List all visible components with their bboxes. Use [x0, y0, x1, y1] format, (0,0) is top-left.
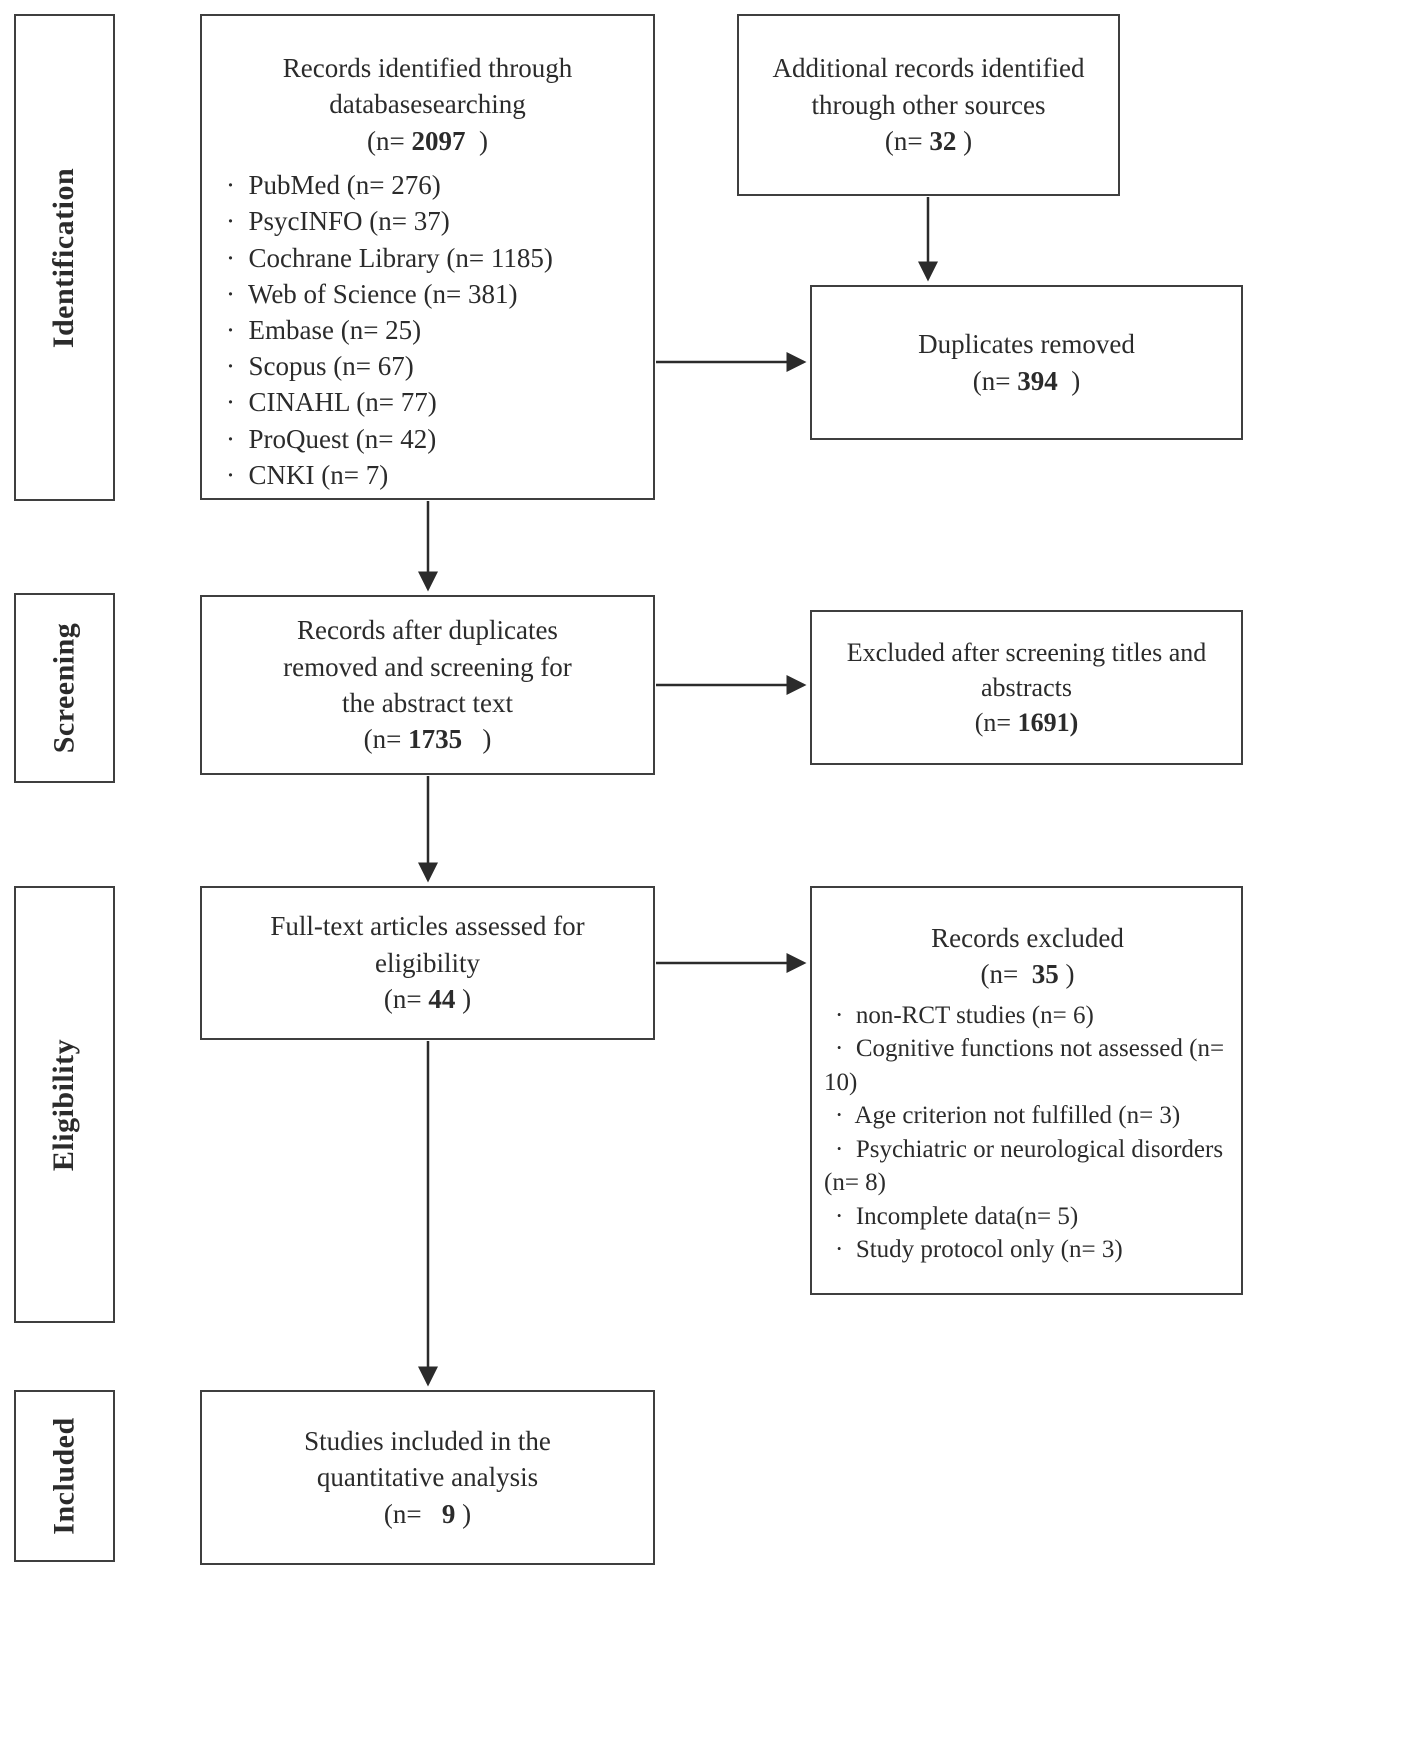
list-item: · Cochrane Library (n= 1185) [226, 242, 553, 273]
exclusion-reason-list [824, 999, 1231, 1267]
count-value: 9 [441, 1498, 456, 1529]
stage-label-text: Eligibility [47, 1038, 81, 1171]
count-line [975, 705, 1079, 740]
count-prefix: (n= [383, 984, 429, 1015]
records-identified-box [200, 14, 655, 500]
title-line: removed and screening for [283, 651, 572, 682]
title-line: databasesearching [329, 89, 526, 120]
records-excluded-box [810, 886, 1243, 1295]
list-item: · Incomplete data(n= 5) [835, 1202, 1079, 1230]
stage-label-screening [14, 593, 115, 783]
title-line: Records after duplicates [297, 615, 558, 646]
title-line: the abstract text [342, 688, 513, 718]
title-line: Studies included in the [304, 1425, 551, 1456]
count-value: 35 [1031, 959, 1059, 990]
title-line: through other sources [811, 89, 1046, 120]
list-item: · PubMed (n= 276) [226, 170, 441, 201]
count-line [384, 981, 471, 1017]
list-item: · Psychiatric or neurological disorders (n= 8) [824, 1135, 1230, 1197]
list-item: · CINAHL (n= 77) [226, 387, 437, 418]
count-suffix: ) [455, 1498, 472, 1529]
count-value: 1735 [408, 724, 463, 755]
count-suffix: ) [1058, 959, 1075, 990]
count-line [364, 721, 492, 757]
title-line: eligibility [375, 947, 480, 978]
list-item: · CNKI (n= 7) [226, 459, 389, 490]
count-value: 1691) [1017, 708, 1079, 738]
count-prefix: (n= [884, 126, 930, 157]
stage-label-eligibility [14, 886, 115, 1323]
count-line [218, 123, 637, 159]
title-line: Records identified through [282, 53, 573, 83]
count-line [824, 956, 1231, 992]
count-prefix: (n= [974, 708, 1018, 738]
title-line: Excluded after screening titles and [846, 637, 1207, 667]
count-value: 2097 [411, 125, 466, 156]
count-suffix: ) [1057, 365, 1081, 396]
list-item: · Age criterion not fulfilled (n= 3) [835, 1102, 1181, 1130]
stage-label-text: Screening [47, 622, 81, 754]
list-item: · Study protocol only (n= 3) [835, 1236, 1123, 1264]
additional-records-box [737, 14, 1120, 196]
count-suffix: ) [455, 984, 472, 1015]
title-line: Duplicates removed [918, 329, 1135, 360]
title-line: Full-text articles assessed for [270, 911, 585, 942]
list-item: · non-RCT studies (n= 6) [835, 1001, 1094, 1029]
list-item: · Cognitive functions not assessed (n= 10) [824, 1035, 1231, 1096]
title-line: Records excluded [931, 923, 1124, 953]
count-prefix: (n= [363, 724, 409, 755]
studies-included-box [200, 1390, 655, 1565]
title-line: Additional records identified [772, 53, 1085, 84]
list-item: · PsycINFO (n= 37) [226, 206, 450, 237]
database-list [218, 167, 637, 493]
excluded-after-screening-box [810, 610, 1243, 765]
count-prefix: (n= [383, 1498, 442, 1529]
list-item: · ProQuest (n= 42) [226, 423, 437, 454]
stage-label-identification [14, 14, 115, 501]
count-line [973, 363, 1080, 399]
stage-label-text: Identification [47, 167, 81, 348]
list-item: · Web of Science (n= 381) [226, 278, 518, 309]
stage-label-included [14, 1390, 115, 1562]
count-suffix: ) [956, 126, 973, 157]
title-line: abstracts [981, 672, 1072, 702]
count-suffix: ) [462, 724, 492, 755]
count-value: 44 [428, 984, 456, 1015]
count-suffix: ) [465, 125, 488, 156]
box-title [824, 920, 1231, 993]
count-line [885, 123, 972, 159]
list-item: · Embase (n= 25) [226, 315, 422, 345]
count-prefix: (n= [367, 125, 412, 156]
count-prefix: (n= [972, 365, 1018, 396]
title-line: quantitative analysis [316, 1462, 539, 1493]
box-title [218, 50, 637, 159]
count-line [384, 1496, 471, 1532]
fulltext-assessed-box [200, 886, 655, 1040]
duplicates-removed-box [810, 285, 1243, 440]
records-after-duplicates-box [200, 595, 655, 775]
count-value: 394 [1017, 365, 1058, 396]
count-prefix: (n= [980, 959, 1032, 990]
count-value: 32 [929, 126, 957, 157]
stage-label-text: Included [47, 1417, 81, 1535]
list-item: · Scopus (n= 67) [226, 351, 414, 382]
